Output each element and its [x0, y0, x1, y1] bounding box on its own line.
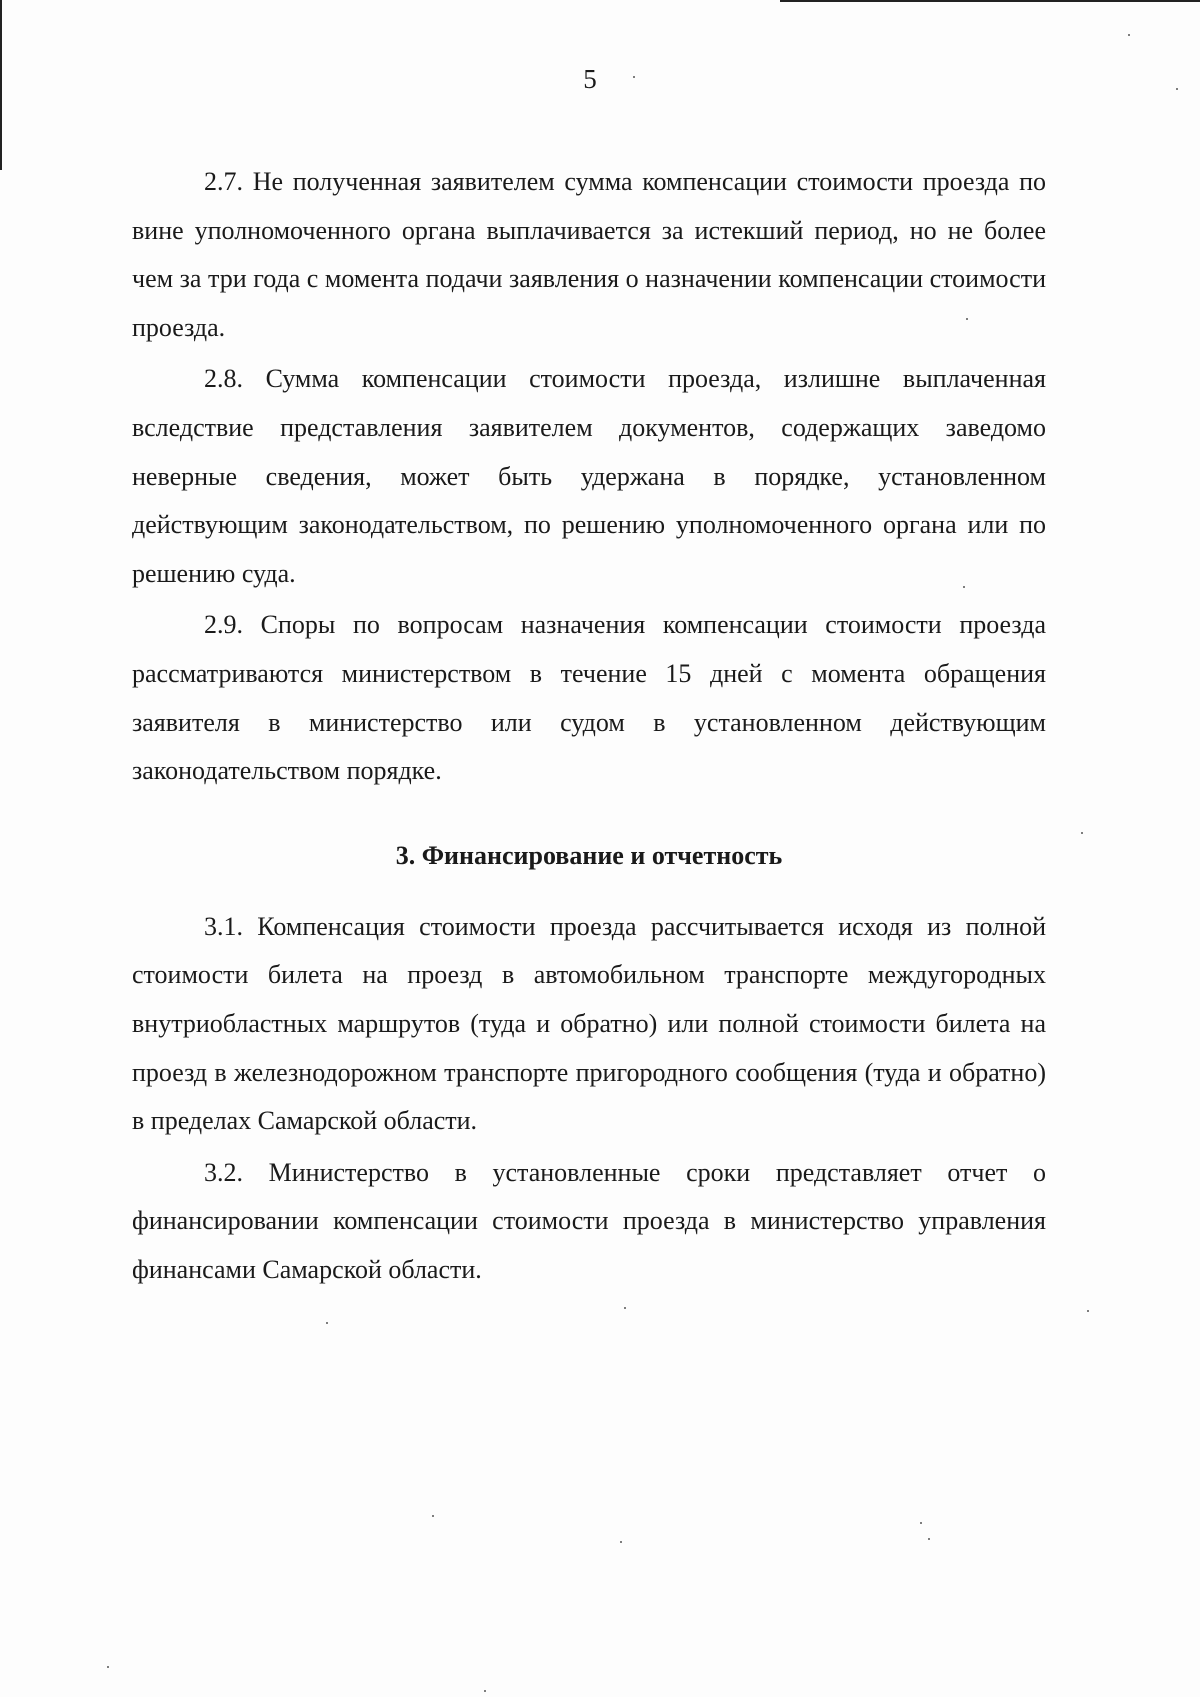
- scan-speck: [928, 1538, 930, 1540]
- paragraph-3-2: 3.2. Министерство в установленные сроки представляет отчет о финансировании компенсации стоимости проезда в министерство управления финансами Самарской области.: [132, 1157, 1046, 1284]
- document-body: [132, 158, 1046, 1297]
- scan-speck: [1087, 1310, 1089, 1312]
- scan-speck: [1081, 832, 1083, 834]
- scan-speck: [484, 1690, 486, 1692]
- section-title: 3. Финансирование и отчетность: [395, 840, 783, 870]
- paragraph-2-9: 2.9. Споры по вопросам назначения компенсации стоимости проезда рассматриваются министерством в течение 15 дней с момента обращения заявителя в министерство или судом в установленном действующим законодательством порядке.: [132, 610, 1046, 786]
- scan-speck: [326, 1322, 328, 1324]
- scan-speck: [432, 1515, 434, 1517]
- scan-speck: [1128, 34, 1130, 36]
- scan-speck: [620, 1541, 622, 1543]
- scan-speck: [624, 1307, 626, 1309]
- paragraph-2-7: 2.7. Не полученная заявителем сумма компенсации стоимости проезда по вине уполномоченного органа выплачивается за истекший период, но не более чем за три года с момента подачи заявления о назначении компенсации стоимости проезда.: [132, 167, 1046, 342]
- paragraph-2-8: 2.8. Сумма компенсации стоимости проезда, излишне выплаченная вследствие представления заявителем документов, содержащих заведомо неверные сведения, может быть удержана в порядке, установленном действующим законодательством, по решению уполномоченного органа или по решению суда.: [132, 364, 1046, 588]
- scan-speck: [107, 1666, 109, 1668]
- scan-speck: [920, 1522, 922, 1524]
- page-number: 5: [583, 64, 597, 94]
- paragraph-3-1: 3.1. Компенсация стоимости проезда рассчитывается исходя из полной стоимости билета на проезд в автомобильном транспорте междугородных внутриобластных маршрутов (туда и обратно) или полной стоимости билета на проезд в железнодорожном транспорте пригородного сообщения (туда и обратно) в пределах Самарской области.: [132, 911, 1046, 1136]
- scan-edge-top: [780, 0, 1200, 2]
